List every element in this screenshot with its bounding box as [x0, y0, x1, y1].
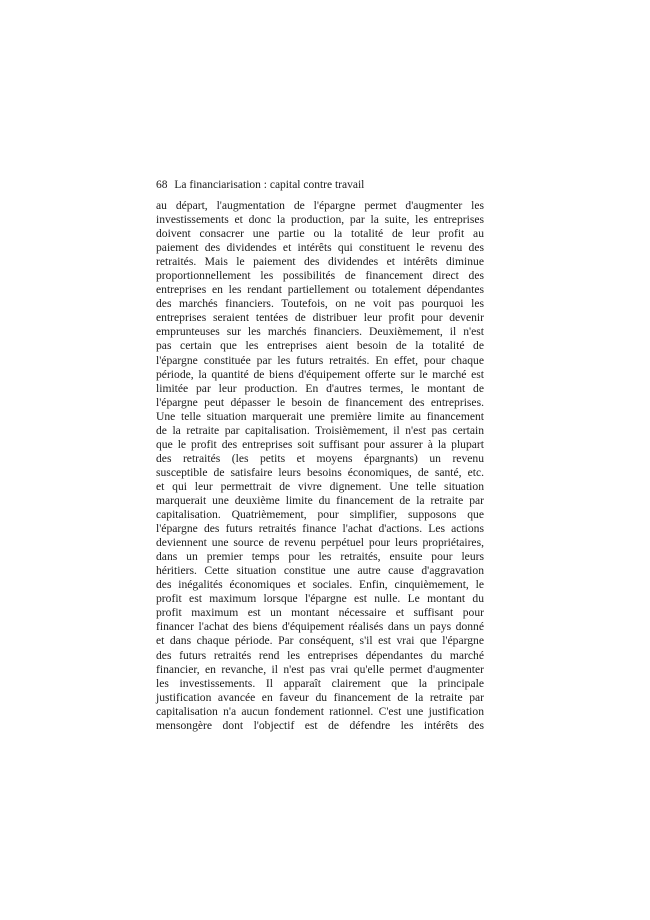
text-line: justification avancée en faveur du financement de la retraite par — [156, 690, 484, 704]
text-line: Une telle situation marquerait une première limite au financement — [156, 409, 484, 423]
text-line: que le profit des entreprises soit suffisant pour assurer à la plupart — [156, 437, 484, 451]
text-line: dans un premier temps pour les retraités, ensuite pour leurs — [156, 550, 484, 564]
text-line: au départ, l'augmentation de l'épargne permet d'augmenter les — [156, 199, 484, 212]
text-line: des inégalités économiques et sociales. Enfin, cinquièmement, le — [156, 578, 484, 592]
text-line: et qui leur permettrait de vivre dignement. Une telle situation — [156, 479, 484, 493]
body-paragraph — [156, 199, 484, 733]
text-line: susceptible de satisfaire leurs besoins économiques, de santé, etc. — [156, 465, 484, 479]
text-line: et dans chaque période. Par conséquent, s'il est vrai que l'épargne — [156, 634, 484, 648]
text-line: retraités. Mais le paiement des dividendes et intérêts diminue — [156, 255, 484, 269]
text-line: profit maximum est un montant nécessaire et suffisant pour — [156, 606, 484, 620]
text-line: l'épargne des futurs retraités finance l'achat d'actions. Les actions — [156, 522, 484, 536]
text-line: financier, en revanche, il n'est pas vrai qu'elle permet d'augmenter — [156, 662, 484, 676]
text-line: des marchés financiers. Toutefois, on ne voit pas pourquoi les — [156, 297, 484, 311]
text-line: entreprises seraient tentées de distribuer leur profit pour devenir — [156, 311, 484, 325]
text-line: des retraités (les petits et moyens épargnants) un revenu — [156, 451, 484, 465]
text-line: capitalisation. Quatrièmement, pour simplifier, supposons que — [156, 508, 484, 522]
text-line: entreprises en les rendant partiellement ou totalement dépendantes — [156, 283, 484, 297]
text-line: paiement des dividendes et intérêts qui constituent le revenu des — [156, 241, 484, 255]
running-head — [156, 178, 486, 192]
text-line: période, la quantité de biens d'équipement offerte sur le marché est — [156, 367, 484, 381]
text-line: financer l'achat des biens d'équipement réalisés dans un pays donné — [156, 620, 484, 634]
text-line: héritiers. Cette situation constitue une autre cause d'aggravation — [156, 564, 484, 578]
text-line: investissements et donc la production, par la suite, les entreprises — [156, 213, 484, 227]
text-line: doivent consacrer une partie ou la totalité de leur profit au — [156, 227, 484, 241]
text-line: emprunteuses sur les marchés financiers. Deuxièmement, il n'est — [156, 325, 484, 339]
text-line: capitalisation n'a aucun fondement rationnel. C'est une justification — [156, 704, 484, 718]
text-line: mensongère dont l'objectif est de défendre les intérêts des — [156, 718, 484, 732]
text-line: marquerait une deuxième limite du financement de la retraite par — [156, 493, 484, 507]
text-line: l'épargne constituée par les futurs retraités. En effet, pour chaque — [156, 353, 484, 367]
text-line: limitée par leur production. En d'autres termes, le montant de — [156, 381, 484, 395]
text-line: profit est maximum lorsque l'épargne est nulle. Le montant du — [156, 592, 484, 606]
text-line: les investissements. Il apparaît clairement que la principale — [156, 676, 484, 690]
text-line: proportionnellement les possibilités de financement direct des — [156, 269, 484, 283]
page-number: 68 — [156, 179, 168, 191]
text-line: des futurs retraités rend les entreprises dépendantes du marché — [156, 648, 484, 662]
running-title: La financiarisation : capital contre travail — [174, 179, 365, 191]
text-line: de la retraite par capitalisation. Troisièmement, il n'est pas certain — [156, 423, 484, 437]
text-line: pas certain que les entreprises aient besoin de la totalité de — [156, 339, 484, 353]
text-line: l'épargne peut dépasser le besoin de financement des entreprises. — [156, 395, 484, 409]
text-line: deviennent une source de revenu perpétuel pour leurs propriétaires, — [156, 536, 484, 550]
